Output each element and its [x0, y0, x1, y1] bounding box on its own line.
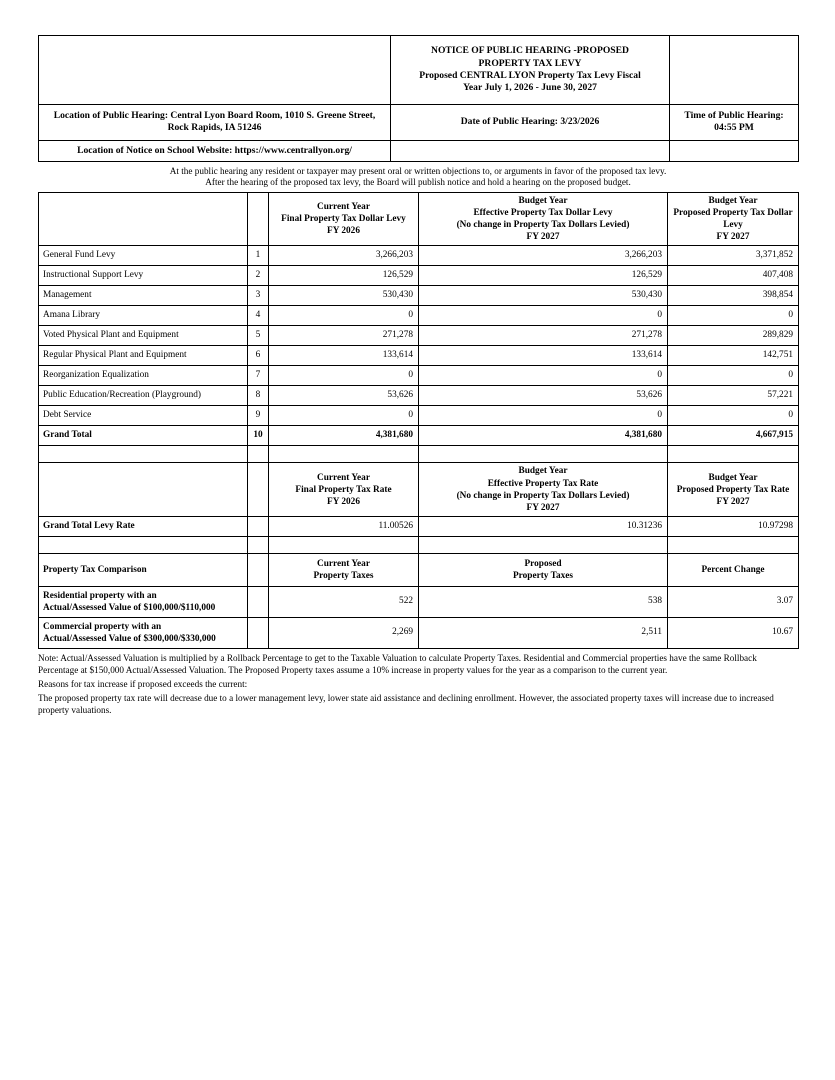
table-row-grand-total-rate: [39, 516, 799, 536]
rate-header-effective-line-1: Budget Year: [518, 466, 568, 477]
spacer-cell: [668, 446, 799, 463]
rate-header-effective-line-3: (No change in Property Tax Dollars Levied): [456, 490, 630, 501]
rate-header-proposed-line-3: FY 2027: [716, 496, 750, 507]
table-header-row: [39, 463, 799, 516]
levy-row-number: 1: [248, 246, 269, 266]
levy-row-label: Debt Service: [39, 406, 248, 426]
levy-row-proposed: 0: [668, 406, 799, 426]
levy-row-proposed: 142,751: [668, 346, 799, 366]
table-row: [39, 586, 799, 617]
table-spacer-row: [39, 536, 799, 553]
notice-blank-cell: [39, 36, 391, 105]
spacer-cell: [419, 446, 668, 463]
notice-title-line-3: Proposed CENTRAL LYON Property Tax Levy Fiscal: [419, 70, 641, 81]
comparison-header-percent-change: [668, 553, 799, 586]
reasons-heading: Reasons for tax increase if proposed exceeds the current:: [38, 678, 248, 689]
comparison-header-current-line-2: Property Taxes: [313, 570, 374, 581]
levy-row-number: 4: [248, 306, 269, 326]
rate-header-current-line-2: Final Property Tax Rate: [295, 484, 392, 495]
hearing-time-cell: [670, 105, 799, 141]
levy-header-current-line-2: Final Property Tax Dollar Levy: [281, 214, 406, 225]
comparison-row-current: 2,269: [269, 617, 419, 648]
levy-row-effective: 271,278: [419, 326, 668, 346]
levy-row-proposed: 3,371,852: [668, 246, 799, 266]
levy-row-effective: 0: [419, 366, 668, 386]
reasons-body: The proposed property tax rate will decrease due to a lower management levy, lower state aid assistance and declining enrollment. However, the associated property taxes will increase due to increased property valuations.: [38, 692, 774, 715]
rate-header-current-line-3: FY 2026: [327, 496, 360, 507]
levy-header-current-year: [269, 193, 419, 246]
website-blank-cell: [391, 140, 670, 161]
comparison-header-current: [269, 553, 419, 586]
hearing-time-label: Time of Public Hearing:: [684, 110, 784, 121]
levy-row-effective: 53,626: [419, 386, 668, 406]
levy-row-current: 133,614: [269, 346, 419, 366]
rate-header-effective-line-2: Effective Property Tax Rate: [487, 478, 599, 489]
comparison-row-label: [39, 586, 248, 617]
spacer-cell: [269, 536, 419, 553]
levy-row-current: 0: [269, 366, 419, 386]
table-row: [39, 306, 799, 326]
table-row: [39, 386, 799, 406]
levy-row-label: Amana Library: [39, 306, 248, 326]
levy-row-label: General Fund Levy: [39, 246, 248, 266]
table-row: [39, 140, 799, 161]
comparison-row-num: [248, 617, 269, 648]
rate-header-effective: [419, 463, 668, 516]
levy-header-effective-line-1: Budget Year: [518, 196, 568, 207]
levy-row-number: 9: [248, 406, 269, 426]
table-row: [39, 286, 799, 306]
comparison-header-proposed: [419, 553, 668, 586]
spacer-cell: [248, 536, 269, 553]
comparison-row-proposed: 2,511: [419, 617, 668, 648]
levy-row-number: 10: [248, 426, 269, 446]
comparison-header-num: [248, 553, 269, 586]
levy-row-number: 2: [248, 266, 269, 286]
levy-row-current: 271,278: [269, 326, 419, 346]
levy-row-number: 6: [248, 346, 269, 366]
levy-row-label: Instructional Support Levy: [39, 266, 248, 286]
levy-row-effective: 0: [419, 406, 668, 426]
rate-row-number: [248, 516, 269, 536]
property-tax-levy-table: [38, 192, 799, 649]
levy-header-effective-line-2: Effective Property Tax Dollar Levy: [473, 208, 613, 219]
comparison-header-percent-line-1: Percent Change: [701, 564, 765, 575]
levy-row-label: Reorganization Equalization: [39, 366, 248, 386]
levy-row-number: 5: [248, 326, 269, 346]
rate-row-proposed: 10.97298: [668, 516, 799, 536]
table-row: [39, 346, 799, 366]
rate-row-label: Grand Total Levy Rate: [39, 516, 248, 536]
spacer-cell: [39, 536, 248, 553]
levy-row-proposed: 57,221: [668, 386, 799, 406]
spacer-cell: [269, 446, 419, 463]
levy-header-current-line-3: FY 2026: [327, 226, 360, 237]
table-row: [39, 326, 799, 346]
rate-header-proposed-line-2: Proposed Property Tax Rate: [676, 484, 790, 495]
rate-header-proposed: [668, 463, 799, 516]
table-row: [39, 105, 799, 141]
levy-row-current: 530,430: [269, 286, 419, 306]
intro-line-1: At the public hearing any resident or taxpayer may present oral or written objections to, or arguments in favor of the proposed tax levy.: [169, 165, 667, 176]
comparison-row-label: [39, 617, 248, 648]
hearing-date-cell: Date of Public Hearing: 3/23/2026: [391, 105, 670, 141]
levy-header-current-line-1: Current Year: [317, 202, 370, 213]
levy-header-proposed-line-2: Proposed Property Tax Dollar Levy: [673, 208, 793, 231]
levy-header-proposed-line-1: Budget Year: [708, 196, 758, 207]
rate-header-blank: [39, 463, 248, 516]
rate-header-num: [248, 463, 269, 516]
levy-row-label: Management: [39, 286, 248, 306]
levy-header-num: [248, 193, 269, 246]
rate-row-current: 11.00526: [269, 516, 419, 536]
levy-row-number: 3: [248, 286, 269, 306]
levy-header-proposed: [668, 193, 799, 246]
comparison-header-proposed-line-2: Property Taxes: [513, 570, 573, 581]
table-row: [39, 366, 799, 386]
notice-title-line-4: Year July 1, 2026 - June 30, 2027: [463, 82, 597, 94]
levy-row-current: 3,266,203: [269, 246, 419, 266]
levy-row-effective: 126,529: [419, 266, 668, 286]
notice-blank-cell-right: [670, 36, 799, 105]
comparison-header-proposed-line-1: Proposed: [524, 558, 562, 569]
table-header-row: [39, 553, 799, 586]
levy-row-current: 4,381,680: [269, 426, 419, 446]
hearing-location-cell: Location of Public Hearing: Central Lyon Board Room, 1010 S. Greene Street, Rock Rapids, IA 51246: [39, 105, 391, 141]
table-row: [39, 36, 799, 105]
rollback-note: Note: Actual/Assessed Valuation is multiplied by a Rollback Percentage to get to the Taxable Valuation to calculate Property Taxes. Residential and Commercial properties have the same Rollback Percentage at $150,000 Actual/Assessed Valuation. The Proposed Property taxes assume a 10% increase in property values for the year as a comparison to the current year.: [38, 652, 757, 675]
rate-header-effective-line-4: FY 2027: [526, 502, 560, 513]
levy-row-effective: 530,430: [419, 286, 668, 306]
levy-header-blank: [39, 193, 248, 246]
website-blank-cell-right: [670, 140, 799, 161]
levy-row-number: 8: [248, 386, 269, 406]
rate-header-current-year: [269, 463, 419, 516]
levy-row-number: 7: [248, 366, 269, 386]
comparison-row-label-line-1: Residential property with an: [43, 590, 157, 601]
levy-row-effective: 133,614: [419, 346, 668, 366]
levy-row-effective: 3,266,203: [419, 246, 668, 266]
levy-row-label: Regular Physical Plant and Equipment: [39, 346, 248, 366]
spacer-cell: [668, 536, 799, 553]
levy-header-effective: [419, 193, 668, 246]
notice-header-table: [38, 35, 799, 162]
comparison-row-proposed: 538: [419, 586, 668, 617]
hearing-time-value: 04:55 PM: [714, 122, 754, 134]
comparison-row-current: 522: [269, 586, 419, 617]
levy-row-proposed: 407,408: [668, 266, 799, 286]
levy-row-label: Voted Physical Plant and Equipment: [39, 326, 248, 346]
table-header-row: [39, 193, 799, 246]
levy-row-effective: 0: [419, 306, 668, 326]
website-notice-cell: Location of Notice on School Website: https://www.centrallyon.org/: [39, 140, 391, 161]
table-row: [39, 246, 799, 266]
rate-header-proposed-line-1: Budget Year: [708, 472, 758, 483]
levy-row-current: 0: [269, 406, 419, 426]
comparison-row-num: [248, 586, 269, 617]
table-spacer-row: [39, 446, 799, 463]
notice-title-line-1: NOTICE OF PUBLIC HEARING -PROPOSED: [431, 45, 629, 57]
rate-header-current-line-1: Current Year: [317, 472, 370, 483]
table-row: [39, 266, 799, 286]
levy-row-current: 126,529: [269, 266, 419, 286]
comparison-row-label-line-2: Actual/Assessed Value of $300,000/$330,000: [43, 633, 216, 644]
notice-title-cell: [391, 36, 670, 105]
levy-row-proposed: 4,667,915: [668, 426, 799, 446]
footnotes-section: [38, 653, 798, 717]
levy-header-proposed-line-3: FY 2027: [716, 232, 750, 243]
levy-row-label: Grand Total: [39, 426, 248, 446]
levy-header-effective-line-3: (No change in Property Tax Dollars Levied): [456, 220, 630, 231]
spacer-cell: [39, 446, 248, 463]
levy-row-proposed: 398,854: [668, 286, 799, 306]
hearing-intro-text: [38, 166, 798, 190]
rate-row-effective: 10.31236: [419, 516, 668, 536]
levy-row-proposed: 0: [668, 306, 799, 326]
spacer-cell: [248, 446, 269, 463]
levy-row-effective: 4,381,680: [419, 426, 668, 446]
comparison-row-label-line-2: Actual/Assessed Value of $100,000/$110,000: [43, 602, 216, 613]
levy-row-proposed: 0: [668, 366, 799, 386]
table-row-grand-total: [39, 426, 799, 446]
comparison-header-label: Property Tax Comparison: [39, 553, 248, 586]
levy-row-current: 53,626: [269, 386, 419, 406]
levy-header-effective-line-4: FY 2027: [526, 232, 560, 243]
comparison-row-label-line-1: Commercial property with an: [43, 621, 162, 632]
comparison-row-percent: 10.67: [668, 617, 799, 648]
table-row: [39, 617, 799, 648]
levy-row-current: 0: [269, 306, 419, 326]
comparison-row-percent: 3.07: [668, 586, 799, 617]
notice-title-line-2: PROPERTY TAX LEVY: [478, 57, 582, 69]
levy-row-label: Public Education/Recreation (Playground): [39, 386, 248, 406]
table-row: [39, 406, 799, 426]
comparison-header-current-line-1: Current Year: [317, 558, 370, 569]
spacer-cell: [419, 536, 668, 553]
levy-row-proposed: 289,829: [668, 326, 799, 346]
intro-line-2: After the hearing of the proposed tax levy, the Board will publish notice and hold a hearing on the proposed budget.: [205, 177, 631, 188]
